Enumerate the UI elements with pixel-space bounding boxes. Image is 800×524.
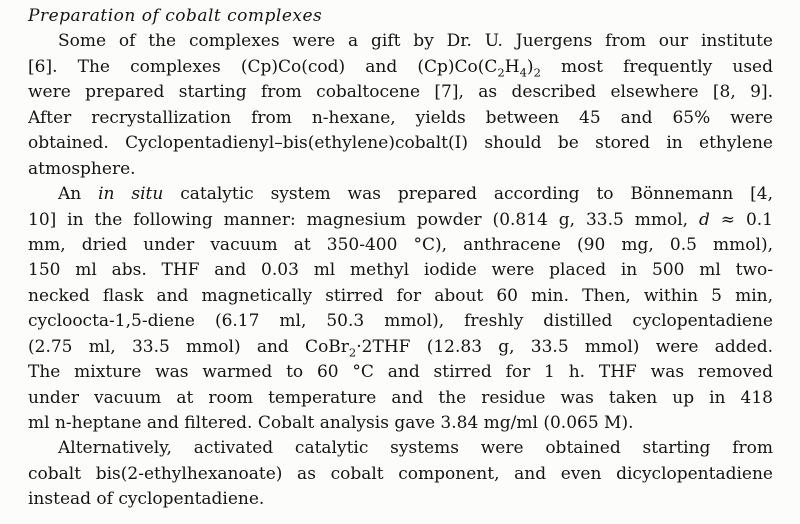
text-run: most frequently used xyxy=(540,56,773,77)
subscript-text: 2 xyxy=(497,65,505,80)
italic-text: in situ xyxy=(98,184,164,205)
text-run: H xyxy=(504,56,520,77)
text-line xyxy=(28,106,773,131)
text-line xyxy=(28,436,773,461)
text-line xyxy=(28,284,773,309)
subscript-text: 2 xyxy=(348,345,357,360)
text-run: ) xyxy=(526,56,534,77)
text-line xyxy=(28,335,773,360)
text-run: An xyxy=(58,184,99,205)
text-line xyxy=(28,208,773,233)
text-line xyxy=(28,386,773,411)
text-run: 10] in the following manner: magnesium powder (0.814 g, 33.5 mmol, xyxy=(28,209,699,230)
text-line xyxy=(28,29,773,54)
subscript-text: 2 xyxy=(533,65,541,80)
text-line xyxy=(28,157,773,182)
text-line xyxy=(28,258,773,283)
text-line xyxy=(28,487,773,512)
paragraph xyxy=(28,436,773,512)
text-run: obtained. Cyclopentadienyl–bis(ethylene)cobalt(I) should be stored in ethylene xyxy=(28,133,773,154)
text-run: ml n-heptane and filtered. Cobalt analysis gave 3.84 mg/ml (0.065 M). xyxy=(28,413,634,434)
text-run: cobalt bis(2-ethylhexanoate) as cobalt component, and even dicyclopentadiene xyxy=(28,463,773,484)
text-line xyxy=(28,80,773,105)
text-run: Alternatively, activated catalytic systems were obtained starting from xyxy=(58,438,773,459)
text-run: (2.75 ml, 33.5 mmol) and CoBr xyxy=(28,336,349,357)
italic-text: d xyxy=(698,209,710,230)
text-line xyxy=(28,309,773,334)
text-line xyxy=(28,55,773,80)
text-run: mm, dried under vacuum at 350-400 °C), anthracene (90 mg, 0.5 mmol), xyxy=(28,234,773,255)
subscript-text: 4 xyxy=(519,65,527,80)
paragraph xyxy=(28,182,773,436)
text-run: The mixture was warmed to 60 °C and stirred for 1 h. THF was removed xyxy=(28,362,773,383)
text-run: ·2THF (12.83 g, 33.5 mmol) were added. xyxy=(356,336,773,357)
document-body xyxy=(28,29,773,512)
text-run: After recrystallization from n-hexane, yields between 45 and 65% were xyxy=(28,107,773,128)
text-line xyxy=(28,233,773,258)
text-line xyxy=(28,462,773,487)
text-run: [6]. The complexes (Cp)Co(cod) and (Cp)Co(C xyxy=(28,56,498,77)
text-line xyxy=(28,360,773,385)
text-line xyxy=(28,411,773,436)
text-run: under vacuum at room temperature and the residue was taken up in 418 xyxy=(28,387,773,408)
text-run: were prepared starting from cobaltocene [7], as described elsewhere [8, 9]. xyxy=(28,82,773,103)
text-run: cycloocta-1,5-diene (6.17 ml, 50.3 mmol), freshly distilled cyclopentadiene xyxy=(28,311,773,332)
text-run: catalytic system was prepared according to Bönnemann [4, xyxy=(163,184,773,205)
paragraph xyxy=(28,29,773,182)
section-heading: Preparation of cobalt complexes xyxy=(28,6,323,26)
text-run: instead of cyclopentadiene. xyxy=(28,489,265,510)
text-run: Some of the complexes were a gift by Dr. U. Juergens from our institute xyxy=(58,31,773,52)
text-line xyxy=(28,131,773,156)
text-run: atmosphere. xyxy=(28,158,136,179)
text-line xyxy=(28,182,773,207)
text-run: 150 ml abs. THF and 0.03 ml methyl iodide were placed in 500 ml two- xyxy=(28,260,773,281)
text-run: ≈ 0.1 xyxy=(709,209,773,230)
text-run: necked flask and magnetically stirred for about 60 min. Then, within 5 min, xyxy=(28,285,773,306)
